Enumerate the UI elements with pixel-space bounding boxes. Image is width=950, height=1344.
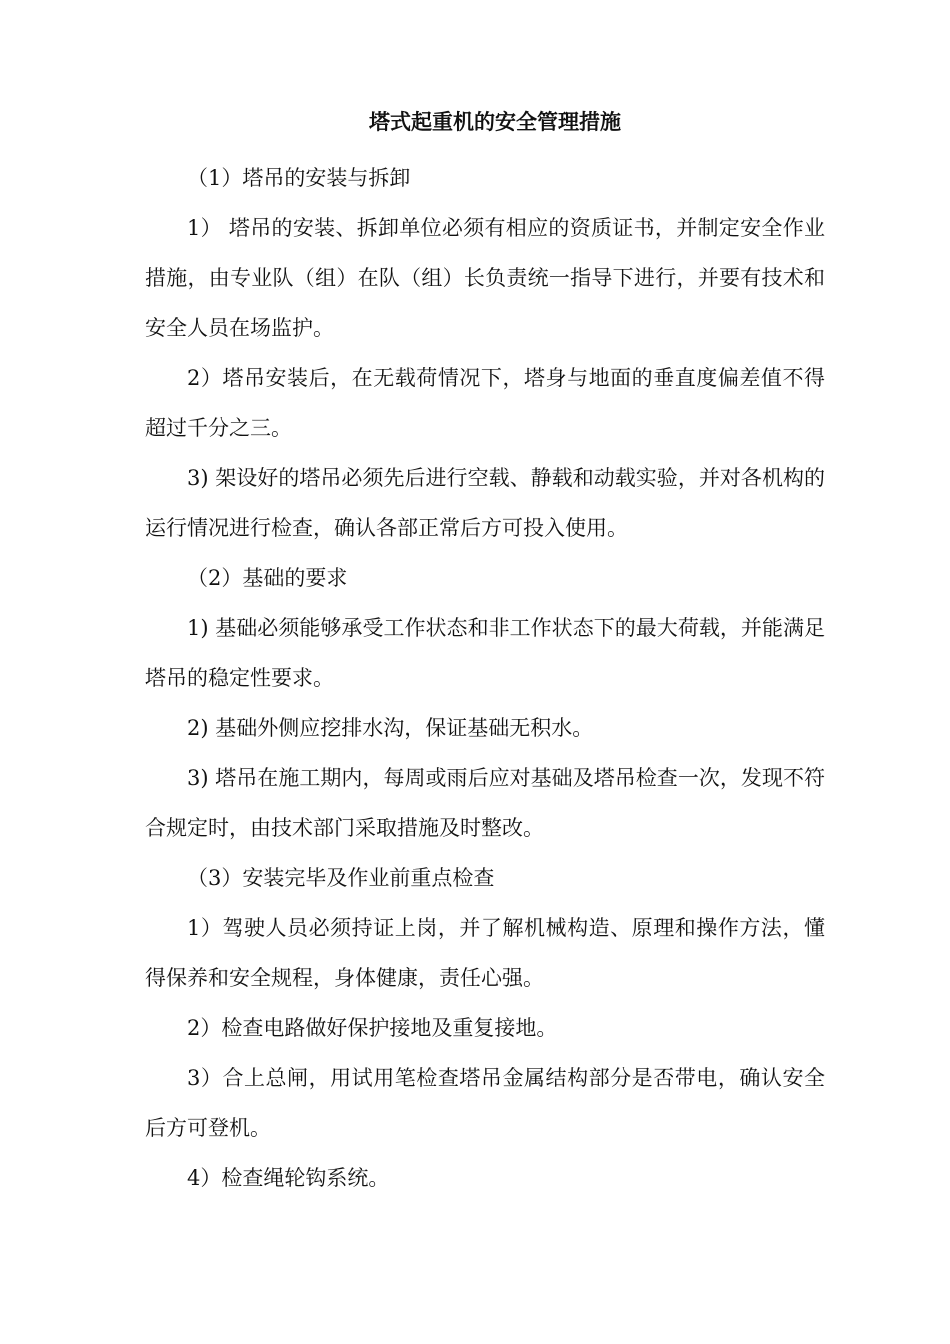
paragraph: 4）检查绳轮钩系统。 (187, 1166, 390, 1190)
document-title: 塔式起重机的安全管理措施 (369, 110, 621, 134)
paragraph: 2）塔吊安装后，在无载荷情况下，塔身与地面的垂直度偏差值不得超过千分之三。 (145, 366, 825, 440)
paragraph: 1）驾驶人员必须持证上岗，并了解机械构造、原理和操作方法，懂得保养和安全规程，身体健康，责任心强。 (145, 916, 825, 990)
document-body (145, 153, 825, 1203)
paragraph: 2) 基础外侧应挖排水沟，保证基础无积水。 (187, 716, 594, 740)
section-heading-1: （1）塔吊的安装与拆卸 (187, 166, 411, 190)
paragraph: 3）合上总闸，用试用笔检查塔吊金属结构部分是否带电，确认安全后方可登机。 (145, 1066, 825, 1140)
section-heading-2: （2）基础的要求 (187, 566, 348, 590)
paragraph: 3) 架设好的塔吊必须先后进行空载、静载和动载实验，并对各机构的运行情况进行检查，确认各部正常后方可投入使用。 (145, 466, 825, 540)
section-heading-3: （3）安装完毕及作业前重点检查 (187, 866, 495, 890)
paragraph: 1） 塔吊的安装、拆卸单位必须有相应的资质证书，并制定安全作业措施，由专业队（组）在队（组）长负责统一指导下进行，并要有技术和安全人员在场监护。 (145, 216, 825, 340)
paragraph: 1) 基础必须能够承受工作状态和非工作状态下的最大荷载，并能满足塔吊的稳定性要求。 (145, 616, 825, 690)
paragraph: 2）检查电路做好保护接地及重复接地。 (187, 1016, 558, 1040)
paragraph: 3) 塔吊在施工期内，每周或雨后应对基础及塔吊检查一次，发现不符合规定时，由技术部门采取措施及时整改。 (145, 766, 825, 840)
